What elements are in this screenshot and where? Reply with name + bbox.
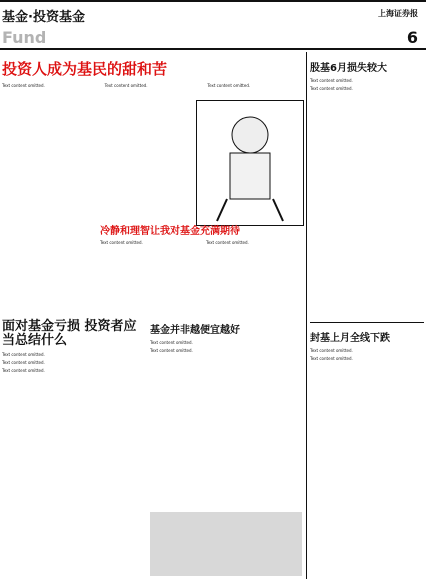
main-paragraph: Text content omitted.: [104, 83, 148, 88]
sidebar-bottom-paragraph: Text content omitted.: [310, 356, 353, 361]
left-bottom-paragraph: Text content omitted.: [2, 368, 45, 373]
sidebar-separator: [310, 322, 424, 323]
header-rule: [0, 48, 426, 50]
main-body: [2, 83, 302, 91]
right-bottom-body: [150, 340, 302, 354]
left-bottom-article: [2, 318, 142, 576]
middle-body: [100, 240, 304, 248]
brand-name: 上海证券报: [378, 9, 418, 18]
sidebar-bottom-paragraph: Text content omitted.: [310, 348, 353, 353]
sidebar-bottom-headline: 封基上月全线下跌: [310, 333, 390, 344]
right-bottom-article: [150, 318, 302, 512]
section-title: 基金·投资基金: [2, 10, 85, 25]
sidebar-bottom-body: [310, 348, 424, 362]
page-header: [0, 0, 426, 52]
sidebar-top-paragraph: Text content omitted.: [310, 86, 353, 91]
right-bottom-paragraph: Text content omitted.: [150, 348, 193, 353]
sidebar-top-article: [310, 56, 424, 318]
illustration-svg: [197, 101, 303, 225]
middle-article: [100, 222, 304, 302]
sidebar-top-headline: 股基6月损失较大: [310, 63, 387, 74]
advertisement: [150, 512, 302, 576]
left-bottom-paragraph: Text content omitted.: [2, 360, 45, 365]
right-bottom-headline: 基金并非越便宜越好: [150, 325, 240, 336]
left-bottom-paragraph: Text content omitted.: [2, 352, 45, 357]
section-label: Fund: [2, 28, 47, 47]
cartoon-illustration: [196, 100, 304, 226]
top-rule: [0, 0, 426, 2]
middle-headline: 冷静和理智让我对基金充满期待: [100, 226, 240, 237]
main-headline: 投资人成为基民的甜和苦: [2, 60, 168, 78]
sidebar-top-paragraph: Text content omitted.: [310, 78, 353, 83]
main-paragraph: Text content omitted.: [207, 83, 251, 88]
main-paragraph: Text content omitted.: [2, 83, 45, 88]
left-bottom-body: [2, 352, 142, 374]
sidebar-divider: [306, 52, 307, 579]
right-bottom-paragraph: Text content omitted.: [150, 340, 193, 345]
middle-paragraph: Text content omitted.: [206, 240, 249, 245]
middle-paragraph: Text content omitted.: [100, 240, 143, 245]
left-bottom-headline: 面对基金亏损 投资者应当总结什么: [2, 319, 137, 348]
sidebar-bottom-article: [310, 326, 424, 578]
page-number: 6: [406, 28, 418, 47]
sidebar-top-body: [310, 78, 424, 92]
